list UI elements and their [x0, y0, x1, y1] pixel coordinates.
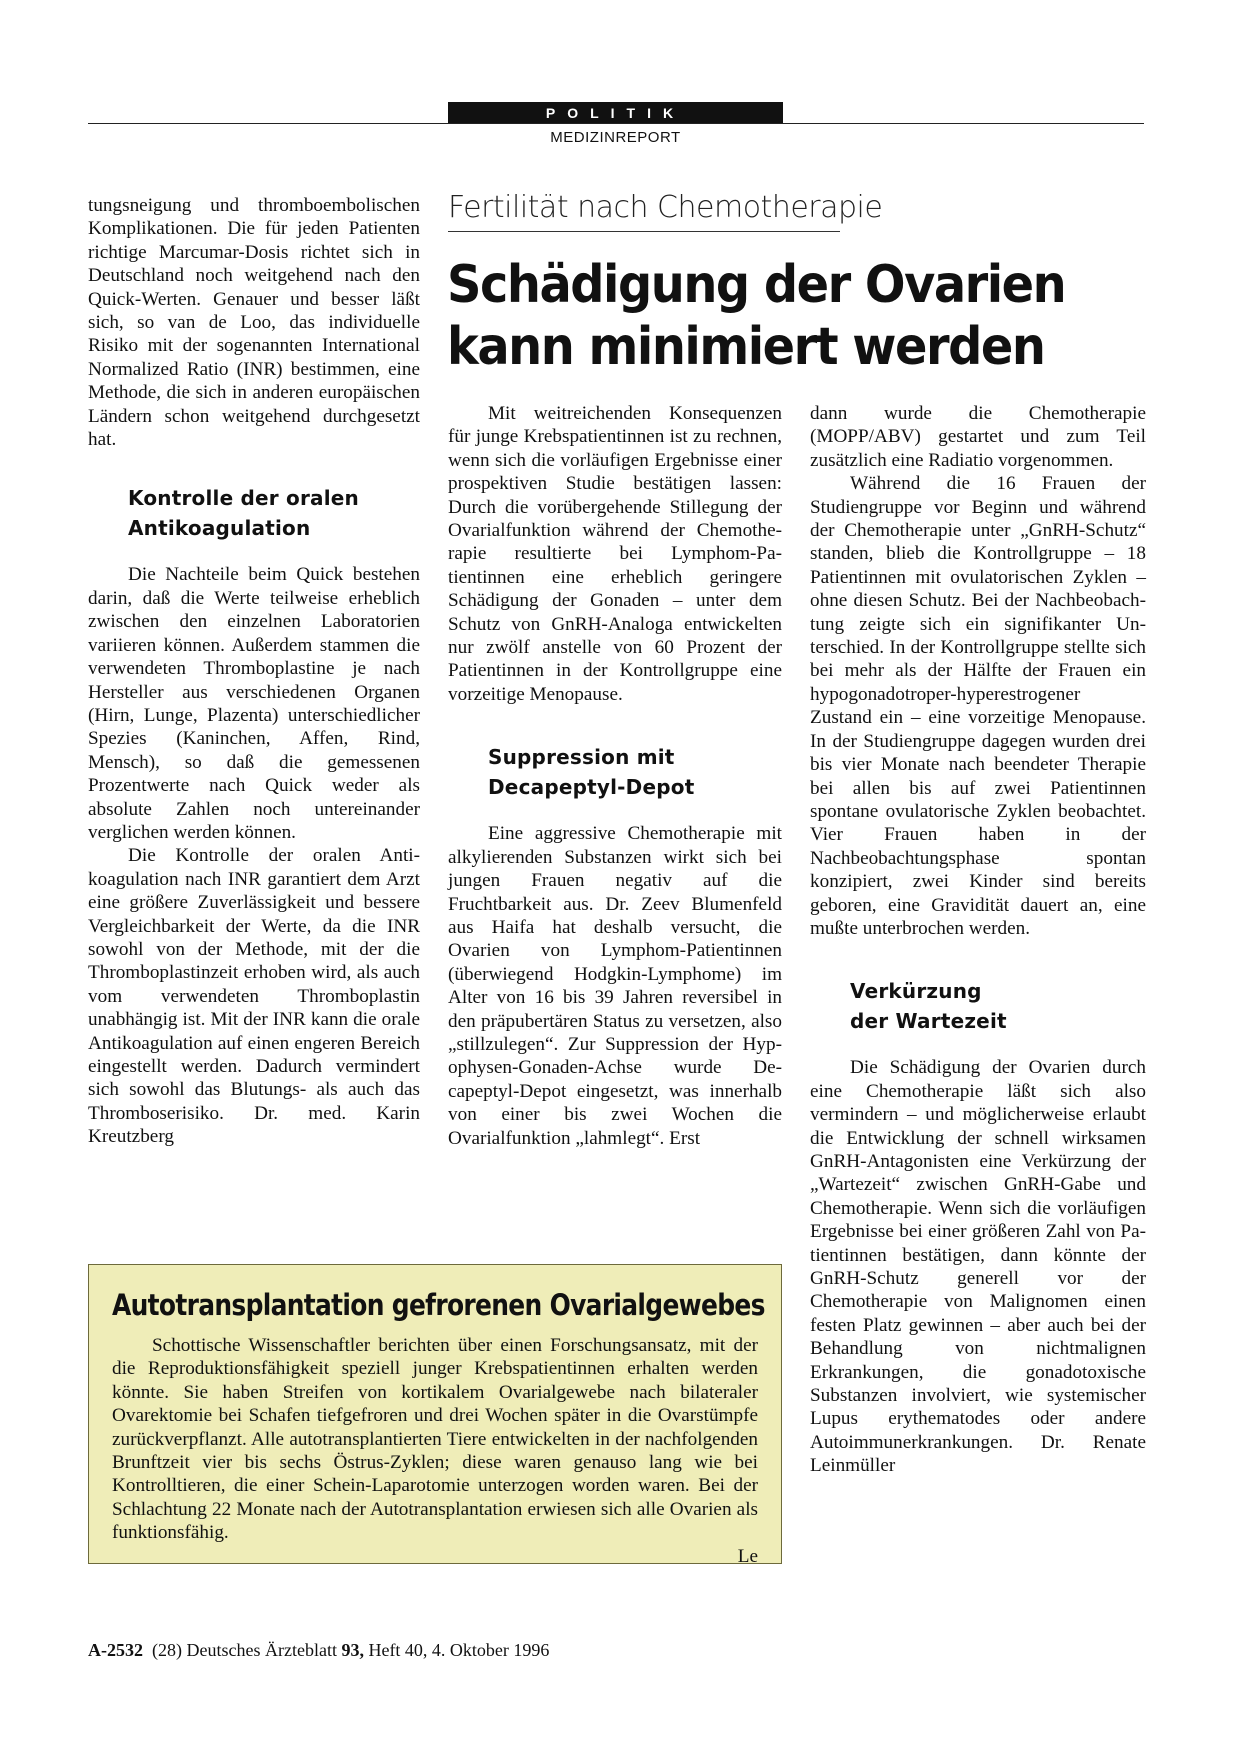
article-headline	[447, 254, 1091, 378]
right-subhead-line2: der Wartezeit	[850, 1009, 1007, 1034]
left-column	[88, 194, 420, 1149]
article-kicker: Fertilität nach Chemotherapie	[448, 190, 840, 232]
box-text	[112, 1334, 758, 1568]
box-title: Autotransplantation gefrorenen Ovarialgewebes	[112, 1288, 765, 1322]
left-paragraph-1: tungsneigung und thromboembolischen Komplikationen. Die für jeden Patienten richtige Marcumar-Dosis richtet sich in Deutschland noch weitgehend nach den Quick-Werten. Genauer und besser läßt sich, so van de Loo, das individuelle Risiko mit der sogenannten International Normalized Ratio (INR) bestimmen, eine Methode, die sich in anderen europäischen Ländern schon weitgehend durchgesetzt hat.	[88, 195, 420, 451]
left-paragraph-3: Die Kontrolle der oralen Antikoagulation nach INR garantiert dem Arzt eine größere Zuverlässigkeit und bessere Vergleichbarkeit der Werte, da die INR sowohl von der Methode, mit der die Thromboplastinzeit erhoben wird, als auch vom verwendeten Thromboplastin unabhängig ist. Mit der INR kann die orale Antikoagulation auf einen engeren Bereich eingestellt werden. Dadurch vermindert sich sowohl das Blutungs- als auch das Thromboserisiko. Dr. med. Karin Kreutzberg	[88, 845, 420, 1148]
headline-line2: kann minimiert werden	[447, 317, 1045, 377]
left-subhead-line2: Antikoagulation	[128, 516, 311, 541]
middle-subhead-line2: Decapeptyl-Depot	[488, 775, 695, 800]
page-footer	[88, 1640, 549, 1661]
right-author: Dr. Renate Leinmüller	[810, 1431, 1146, 1477]
left-author: Dr. med. Karin Kreutzberg	[88, 1102, 420, 1148]
subsection-label: MEDIZINREPORT	[550, 129, 681, 146]
left-subhead	[88, 483, 420, 543]
right-paragraph-1: dann wurde die Chemotherapie (MOPP/ABV) gestartet und zum Teil zusätzlich eine Radiatio vorgenommen.	[810, 403, 1146, 471]
right-subhead	[810, 976, 1146, 1036]
section-label: POLITIK	[448, 102, 783, 124]
page-number: A-2532	[88, 1640, 143, 1660]
left-subhead-line1: Kontrolle der oralen	[128, 486, 359, 511]
middle-paragraph-1: Mit weitreichenden Konsequenzen für junge Krebspatientinnen ist zu rechnen, wenn sich die vorläufigen Ergebnisse einer prospektiven Studie bestätigen lassen: Durch die vorübergehende Stillegung der Ovarialfunktion während der Chemotherapie resultierte bei Lymphom-Patientinnen eine erheblich geringere Schädigung der Gonaden – unter dem Schutz von GnRH-Analoga entwickelten nur zwölf anstelle von 60 Prozent der Patientinnen in der Kontrollgruppe eine vorzeitige Menopause.	[448, 403, 782, 705]
right-subhead-line1: Verkürzung	[850, 979, 982, 1004]
right-paragraph-3: Die Schädigung der Ovarien durch eine Chemotherapie läßt sich also vermindern – und möglicherweise erlaubt die Entwicklung der schnell wirksamen GnRH-Antagonisten eine Verkürzung der „Wartezeit“ zwischen GnRH-Gabe und Chemotherapie. Wenn sich die vorläufigen Ergebnisse bei einer größeren Zahl von Patientinnen bestätigen, dann könnte der GnRH-Schutz generell vor der Chemotherapie von Malignomen einen festen Platz gewinnen – aber auch bei der Behandlung von nichtmalignen Erkrankungen, die gonadotoxische Substanzen involviert, wie systemischer Lupus erythematodes oder andere Autoimmunerkrankungen. Dr. Renate Leinmüller	[810, 1057, 1146, 1477]
left-paragraph-2: Die Nachteile beim Quick bestehen darin, daß die Werte teilweise erheblich zwischen den einzelnen Laboratorien variieren können. Außerdem stammen die verwendeten Thromboplastine je nach Hersteller aus verschiedenen Organen (Hirn, Lunge, Plazenta) unterschiedlicher Spezies (Kaninchen, Affen, Rind, Mensch), so daß die gemessenen Prozentwerte nach Quick weder als absolute Zahlen noch untereinander verglichen werden können.	[88, 564, 420, 843]
headline-line1: Schädigung der Ovarien	[447, 255, 1066, 315]
middle-paragraph-2: Eine aggressive Chemotherapie mit alkylierenden Substanzen wirkt sich bei jungen Frauen negativ auf die Fruchtbarkeit aus. Dr. Zeev Blumenfeld aus Haifa hat deshalb versucht, die Ovarien von Lymphom-Patientinnen (überwiegend Hodgkin-Lymphome) im Alter von 16 bis 39 Jahren reversibel in den präpubertären Status zu versetzen, also „stillzulegen“. Zur Suppression der Hypophysen-Gonaden-Achse wurde Decapeptyl-Depot eingesetzt, was innerhalb von einer bis zwei Wochen die Ovarialfunktion „lahmlegt“. Erst	[448, 823, 782, 1149]
middle-subhead-line1: Suppression mit	[488, 745, 675, 770]
page-number-paren: (28)	[152, 1640, 182, 1660]
middle-subhead	[448, 742, 782, 802]
journal-volume: 93,	[341, 1640, 364, 1660]
right-column	[810, 402, 1146, 1478]
box-paragraph: Schottische Wissenschaftler berichten über einen Forschungsansatz, mit der die Reproduktionsfähigkeit speziell junger Krebspatientinnen erhalten werden könnte. Sie haben Streifen von kortikalem Ovarialgewebe nach bilateraler Ovarektomie bei Schafen tiefgefroren und drei Wochen später in die Ovarstümpfe zurückverpflanzt. Alle autotransplantierten Tiere entwickelten in der nachfolgenden Brunftzeit vier bis sechs Östrus-Zyklen; diese waren genauso lang wie bei Kontrolltieren, die einer Schein-Laparotomie unterzogen worden waren. Bei der Schlachtung 22 Monate nach der Autotransplantation erwiesen sich alle Ovarien als funktionsfähig.	[112, 1335, 758, 1544]
right-paragraph-2: Während die 16 Frauen der Studiengruppe vor Beginn und während der Chemotherapie unter „GnRH-Schutz“ standen, blieb die Kontrollgruppe – 18 Patientinnen mit ovulatorischen Zyklen – ohne diesen Schutz. Bei der Nachbeobachtung zeigte sich ein signifikanter Unterschied. In der Kontrollgruppe stellte sich bei mehr als der Hälfte der Frauen ein hypogonadotroper-hyperestrogener Zustand ein – eine vorzeitige Menopause. In der Studiengruppe dagegen wurden drei bis vier Monate nach beendeter Therapie bei allen bis auf zwei Patientinnen spontane ovulatorische Zyklen beobachtet. Vier Frauen haben in der Nachbeobachtungsphase spontan konzipiert, zwei Kinder sind bereits geboren, eine Gravidität dauert an, eine mußte unterbrochen werden.	[810, 473, 1146, 939]
journal-name: Deutsches Ärzteblatt	[186, 1640, 337, 1660]
middle-column	[448, 402, 782, 1150]
journal-issue: Heft 40, 4. Oktober 1996	[368, 1640, 550, 1660]
box-author: Le	[737, 1545, 758, 1567]
header-rule	[88, 123, 1144, 124]
